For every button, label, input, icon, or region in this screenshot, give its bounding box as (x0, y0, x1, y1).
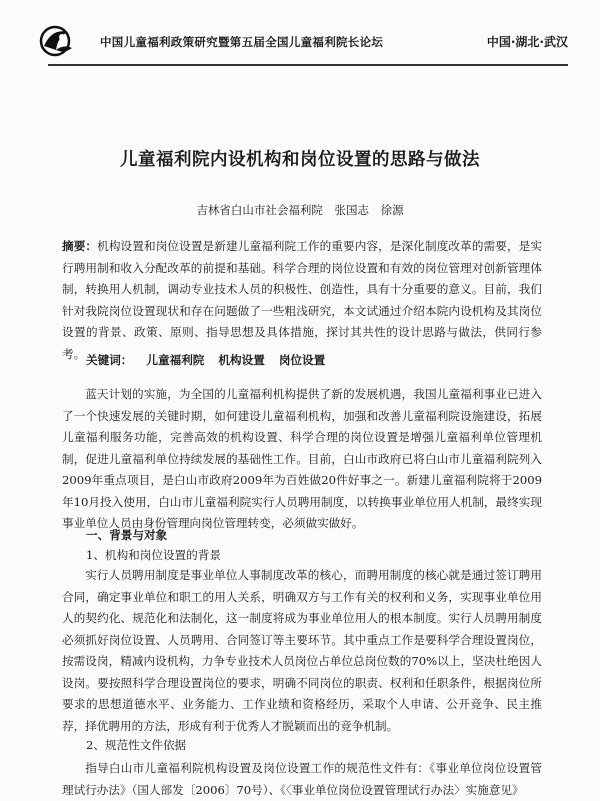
section-heading-1: 一、背景与对象 (86, 528, 168, 542)
subsection-heading-1: 1、机构和岗位设置的背景 (86, 548, 221, 562)
paragraph-documents: 指导白山市儿童福利院机构设置及岗位设置工作的规范性文件有：《事业单位岗位设置管理试行办法》（国人部发〔2006〕70号）、《〈事业单位岗位设置管理试行办法〉实施意见》 (62, 761, 542, 797)
conference-location: 中国·湖北·武汉 (486, 35, 568, 49)
paper-title: 儿童福利院内设机构和岗位设置的思路与做法 (120, 150, 480, 170)
abstract-text: 机构设置和岗位设置是新建儿童福利院工作的重要内容，是深化制度改革的需要，是实行聘用制和收入分配改革的前提和基础。科学合理的岗位设置和有效的岗位管理对创新管理体制，转换用人机制，调动专业技术人员的积极性、创造性，具有十分重要的意义。目前，我们针对我院岗位设置现状和存在问题做了一些粗浅研究，本文试通过介绍本院内设机构及其岗位设置的背景、政策、原则、指导思想及具体措施，探讨其共性的设计思路与做法，供同行参考。 (62, 239, 542, 361)
abstract (62, 236, 542, 365)
subsection-heading-2: 2、规范性文件依据 (86, 738, 187, 752)
header-divider (48, 64, 568, 66)
paper-authors: 吉林省白山市社会福利院 张国志 徐源 (196, 203, 404, 217)
keywords: 关键词： 儿童福利院 机构设置 岗位设置 (86, 353, 326, 367)
abstract-label: 摘要： (62, 239, 98, 253)
paragraph-background: 实行人员聘用制度是事业单位人事制度改革的核心，而聘用制度的核心就是通过签订聘用合同，确定事业单位和职工的用人关系，明确双方与工作有关的权利和义务，实现事业单位用人的契约化、规范化和法制化，这一制度将成为事业单位用人的根本制度。实行人员聘用制度必须抓好岗位设置、人员聘用、合同签订等主要环节。其中重点工作是要科学合理设置岗位，按需设岗，精减内设机构，力争专业技术人员岗位占单位总岗位数的70%以上，坚决杜绝因人设岗。要按照科学合理设置岗位的要求，明确不同岗位的职责、权利和任职条件，根据岗位所要求的思想道德水平、业务能力、工作业绩和资格经历，采取个人申请、公开竞争、民主推荐，择优聘用的方法，形成有利于优秀人才脱颖而出的竞争机制。 (62, 568, 542, 733)
intro-paragraph: 蓝天计划的实施，为全国的儿童福利机构提供了新的发展机遇，我国儿童福利事业已进入了一个快速发展的关键时期，如何建设儿童福利机构，加强和改善儿童福利院设施建设，拓展儿童福利服务功能，完善高效的机构设置、科学合理的岗位设置是增强儿童福利单位管理机制，促进儿童福利单位持续发展的基础性工作。目前，白山市政府已将白山市儿童福利院列入2009年重点项目，是白山市政府2009年为百姓做20件好事之一。新建儿童福利院将于2009年10月投入使用，白山市儿童福利院实行人员聘用制度，以转换事业单位用人机制，最终实现事业单位人员由身份管理向岗位管理转变，必须做实做好。 (62, 387, 542, 530)
conference-logo-icon (38, 24, 78, 58)
conference-title: 中国儿童福利政策研究暨第五届全国儿童福利院长论坛 (100, 35, 384, 49)
page-header (38, 22, 568, 62)
